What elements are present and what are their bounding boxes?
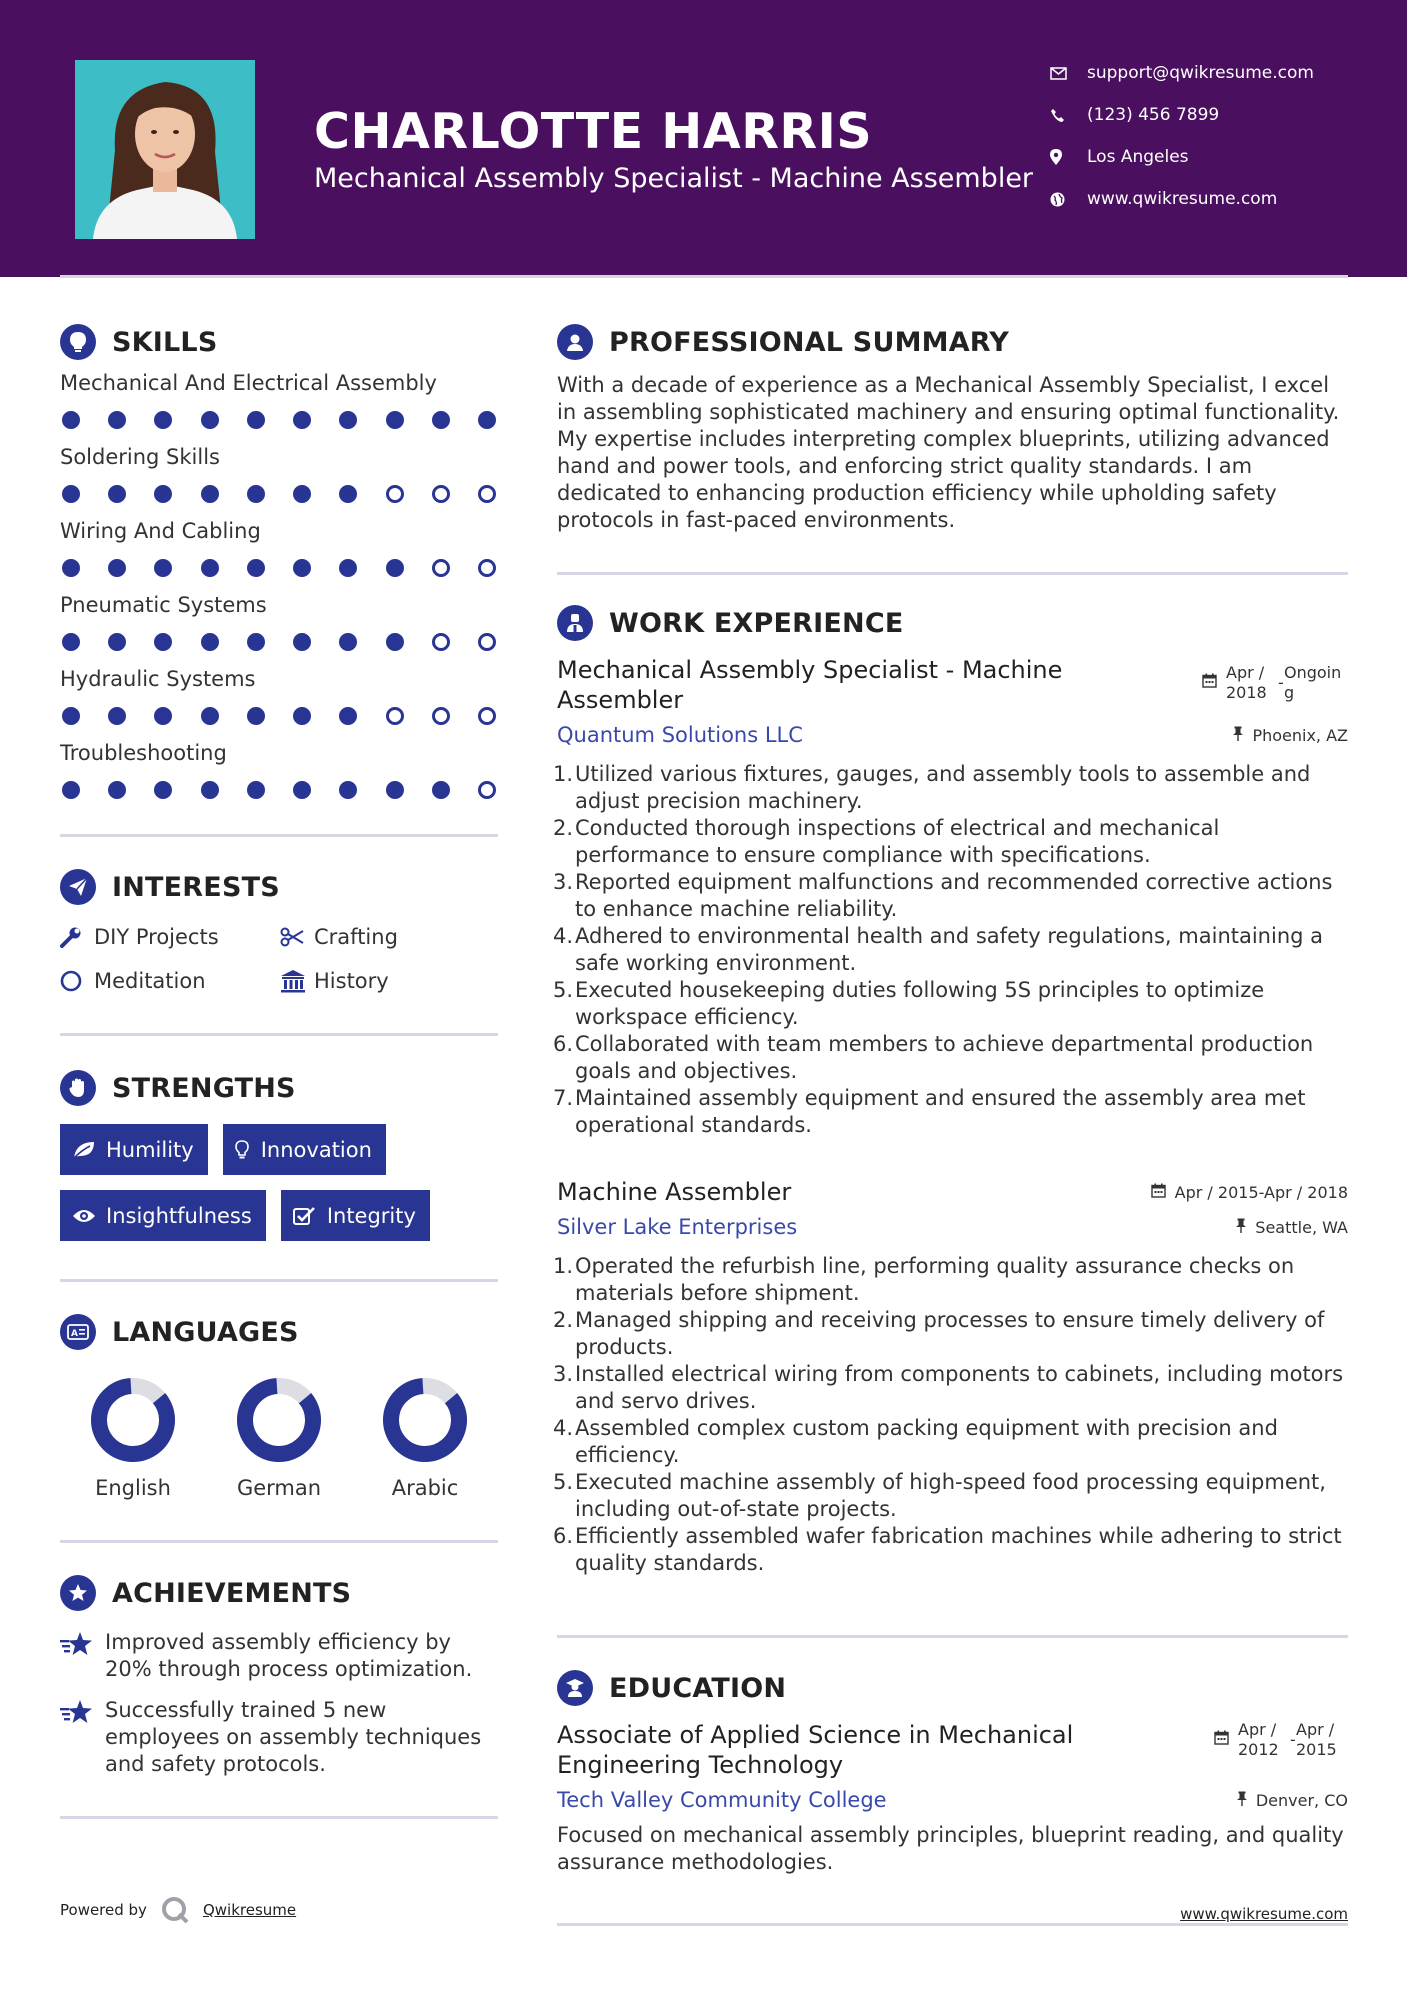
rating-dot	[154, 485, 172, 503]
achievements-heading: ACHIEVEMENTS	[60, 1571, 498, 1615]
rating-dot	[339, 633, 357, 651]
contact-email[interactable]: support@qwikresume.com	[1050, 52, 1314, 94]
skill-rating	[60, 546, 498, 590]
eye-icon	[72, 1208, 106, 1224]
language-label: English	[95, 1476, 171, 1500]
user-icon	[557, 324, 593, 360]
lightbulb-icon	[235, 1140, 261, 1160]
skills-heading: SKILLS	[60, 320, 498, 364]
education-entry	[557, 1720, 1348, 1876]
company-name: Silver Lake Enterprises	[557, 1215, 798, 1239]
rating-dot	[478, 485, 496, 503]
skill-rating	[60, 472, 498, 516]
calendar-icon	[1202, 663, 1226, 693]
rating-dot	[108, 707, 126, 725]
rating-dot	[154, 707, 172, 725]
education-heading: EDUCATION	[557, 1666, 1348, 1710]
rating-dot	[293, 411, 311, 429]
rating-dot	[339, 411, 357, 429]
job-entry	[557, 655, 1348, 1139]
rating-dot	[62, 559, 80, 577]
job-date: Apr / 2015-Apr / 2018	[1151, 1183, 1348, 1203]
strengths-list	[60, 1124, 498, 1241]
hand-icon	[60, 1070, 96, 1106]
interest-item: Crafting	[280, 921, 498, 953]
skill-rating	[60, 620, 498, 664]
rating-dot	[339, 707, 357, 725]
strength-chip: Integrity	[281, 1190, 430, 1241]
skill-name: Mechanical And Electrical Assembly	[60, 371, 437, 395]
rating-dot	[247, 707, 265, 725]
contact-phone[interactable]: (123) 456 7899	[1050, 94, 1314, 136]
rating-dot	[339, 559, 357, 577]
language-item	[352, 1376, 498, 1500]
phone-icon	[1050, 108, 1087, 123]
calendar-icon	[1214, 1720, 1238, 1750]
footer-divider	[557, 1923, 1348, 1926]
job-date: Apr / 2018 - Ongoing	[1202, 663, 1348, 703]
star-badge-icon	[60, 1575, 96, 1611]
summary-text: With a decade of experience as a Mechanical Assembly Specialist, I excel in assembling sophisticated machinery and ensuring optimal functionality. My expertise includes interpreting complex blueprints, utilizing advanced hand and power tools, and enforcing strict quality standards. I am dedicated to enhancing production efficiency while upholding safety protocols in fast-paced environments.	[557, 373, 1340, 532]
duty-item: Adhered to environmental health and safety regulations, maintaining a safe working environment.	[575, 924, 1324, 975]
contact-location: Los Angeles	[1050, 136, 1314, 178]
profile-photo	[75, 60, 255, 239]
svg-text:A: A	[71, 1329, 78, 1339]
museum-icon	[280, 969, 314, 993]
duties-list	[557, 761, 1348, 1139]
rating-dot	[201, 559, 219, 577]
rating-dot	[478, 559, 496, 577]
pushpin-icon	[1235, 1218, 1247, 1237]
company-name: Quantum Solutions LLC	[557, 723, 803, 747]
skills-list	[60, 368, 498, 812]
rating-dot	[432, 781, 450, 799]
section-divider	[557, 572, 1348, 575]
leaf-icon	[72, 1140, 106, 1160]
rating-dot	[478, 781, 496, 799]
rating-dot	[432, 485, 450, 503]
contact-website[interactable]: www.qwikresume.com	[1050, 178, 1314, 220]
rating-dot	[339, 485, 357, 503]
right-column	[557, 320, 1348, 1876]
graduate-icon	[557, 1670, 593, 1706]
paper-plane-icon	[60, 869, 96, 905]
duty-item: Executed machine assembly of high-speed food processing equipment, including out-of-state projects.	[575, 1470, 1326, 1521]
footer-website-link[interactable]: www.qwikresume.com	[1180, 1905, 1348, 1923]
candidate-name: CHARLOTTE HARRIS	[314, 103, 873, 160]
section-divider	[60, 1279, 498, 1282]
rating-dot	[432, 559, 450, 577]
duty-item: Conducted thorough inspections of electrical and mechanical performance to ensure compliance with specifications.	[575, 816, 1220, 867]
rating-dot	[201, 707, 219, 725]
rating-dot	[62, 633, 80, 651]
pushpin-icon	[1232, 726, 1244, 745]
contact-list	[1050, 52, 1314, 220]
skill-rating	[60, 768, 498, 812]
resume-header	[0, 0, 1407, 277]
language-donut	[381, 1376, 469, 1464]
languages-heading: A LANGUAGES	[60, 1310, 498, 1354]
rating-dot	[386, 633, 404, 651]
scissors-icon	[280, 927, 314, 947]
degree-name: Associate of Applied Science in Mechanical Engineering Technology	[557, 1721, 1074, 1779]
duty-item: Utilized various fixtures, gauges, and assembly tools to assemble and adjust precision machinery.	[575, 762, 1311, 813]
education-description: Focused on mechanical assembly principles, blueprint reading, and quality assurance methodologies.	[557, 1823, 1344, 1874]
school-location: Denver, CO	[1236, 1791, 1348, 1810]
duty-item: Collaborated with team members to achieve departmental production goals and objectives.	[575, 1032, 1314, 1083]
rating-dot	[247, 781, 265, 799]
duty-item: Maintained assembly equipment and ensured the assembly area met operational standards.	[575, 1086, 1306, 1137]
rating-dot	[62, 707, 80, 725]
language-card-icon	[60, 1314, 96, 1350]
rating-dot	[108, 485, 126, 503]
qwikresume-link[interactable]: Qwikresume	[202, 1901, 297, 1919]
rating-dot	[293, 781, 311, 799]
briefcase-user-icon	[557, 605, 593, 641]
section-divider	[60, 1540, 498, 1543]
languages-list	[60, 1376, 498, 1500]
check-square-icon	[293, 1206, 327, 1226]
rating-dot	[293, 633, 311, 651]
strength-chip: Insightfulness	[60, 1190, 266, 1241]
section-divider	[557, 1635, 1348, 1638]
rating-dot	[432, 707, 450, 725]
achievement-item: Successfully trained 5 new employees on assembly techniques and safety protocols.	[60, 1697, 498, 1778]
skill-rating	[60, 694, 498, 738]
qwikresume-logo-icon	[161, 1896, 189, 1924]
language-item	[60, 1376, 206, 1500]
rating-dot	[108, 411, 126, 429]
language-donut	[235, 1376, 323, 1464]
duty-item: Reported equipment malfunctions and recommended corrective actions to enhance machine reliability.	[575, 870, 1333, 921]
rating-dot	[339, 781, 357, 799]
language-item	[206, 1376, 352, 1500]
rating-dot	[247, 559, 265, 577]
pushpin-icon	[1236, 1791, 1248, 1810]
strength-chip: Innovation	[223, 1124, 386, 1175]
header-divider	[60, 275, 1348, 278]
experience-heading: WORK EXPERIENCE	[557, 601, 1348, 645]
rating-dot	[62, 781, 80, 799]
duty-item: Efficiently assembled wafer fabrication machines while adhering to strict quality standards.	[575, 1524, 1342, 1575]
rating-dot	[478, 707, 496, 725]
wrench-icon	[60, 926, 94, 948]
rating-dot	[154, 633, 172, 651]
rating-dot	[154, 411, 172, 429]
skill-rating	[60, 398, 498, 442]
rating-dot	[108, 559, 126, 577]
calendar-icon	[1151, 1183, 1175, 1203]
rating-dot	[201, 781, 219, 799]
rating-dot	[293, 559, 311, 577]
language-donut	[89, 1376, 177, 1464]
skill-name: Pneumatic Systems	[60, 593, 267, 617]
rating-dot	[62, 411, 80, 429]
job-role: Mechanical Assembly Specialist - Machine Assembler	[557, 656, 1063, 714]
summary-heading: PROFESSIONAL SUMMARY	[557, 320, 1348, 364]
strength-chip: Humility	[60, 1124, 208, 1175]
job-location: Phoenix, AZ	[1232, 726, 1348, 745]
star-icon	[60, 1629, 105, 1683]
rating-dot	[201, 485, 219, 503]
interest-item: Meditation	[60, 965, 280, 997]
skill-name: Hydraulic Systems	[60, 667, 256, 691]
duty-item: Executed housekeeping duties following 5S principles to optimize workspace efficiency.	[575, 978, 1265, 1029]
duty-item: Managed shipping and receiving processes to ensure timely delivery of products.	[575, 1308, 1325, 1359]
star-icon	[60, 1697, 105, 1778]
powered-by: Powered by Qwikresume	[60, 1896, 296, 1924]
rating-dot	[386, 559, 404, 577]
envelope-icon	[1050, 67, 1087, 80]
globe-icon	[1050, 192, 1087, 207]
duty-item: Installed electrical wiring from components to cabinets, including motors and servo drives.	[575, 1362, 1344, 1413]
rating-dot	[247, 633, 265, 651]
job-location: Seattle, WA	[1235, 1218, 1348, 1237]
rating-dot	[432, 633, 450, 651]
job-role: Machine Assembler	[557, 1178, 792, 1206]
duty-item: Assembled complex custom packing equipment with precision and efficiency.	[575, 1416, 1278, 1467]
rating-dot	[62, 485, 80, 503]
skill-name: Soldering Skills	[60, 445, 220, 469]
job-entry	[557, 1177, 1348, 1577]
language-label: Arabic	[391, 1476, 459, 1500]
rating-dot	[386, 411, 404, 429]
rating-dot	[293, 707, 311, 725]
rating-dot	[386, 781, 404, 799]
lightbulb-icon	[60, 324, 96, 360]
skill-name: Troubleshooting	[60, 741, 227, 765]
school-name: Tech Valley Community College	[557, 1788, 887, 1812]
rating-dot	[293, 485, 311, 503]
rating-dot	[201, 633, 219, 651]
candidate-title: Mechanical Assembly Specialist - Machine Assembler	[314, 163, 1034, 194]
interest-item: DIY Projects	[60, 921, 280, 953]
rating-dot	[247, 411, 265, 429]
rating-dot	[478, 411, 496, 429]
strengths-heading: STRENGTHS	[60, 1066, 498, 1110]
circle-icon	[60, 970, 94, 992]
rating-dot	[108, 633, 126, 651]
rating-dot	[432, 411, 450, 429]
rating-dot	[247, 485, 265, 503]
location-pin-icon	[1050, 149, 1087, 165]
section-divider	[60, 1816, 498, 1819]
rating-dot	[478, 633, 496, 651]
rating-dot	[386, 707, 404, 725]
section-divider	[60, 1033, 498, 1036]
interest-item: History	[280, 965, 498, 997]
rating-dot	[201, 411, 219, 429]
interests-list	[60, 921, 498, 997]
interests-heading: INTERESTS	[60, 865, 498, 909]
rating-dot	[154, 559, 172, 577]
language-label: German	[236, 1476, 322, 1500]
left-column	[60, 320, 498, 1819]
duty-item: Operated the refurbish line, performing quality assurance checks on materials before shipment.	[575, 1254, 1295, 1305]
rating-dot	[154, 781, 172, 799]
duties-list	[557, 1253, 1348, 1577]
rating-dot	[386, 485, 404, 503]
skill-name: Wiring And Cabling	[60, 519, 261, 543]
section-divider	[60, 834, 498, 837]
education-date: Apr / 2012 - Apr / 2015	[1214, 1720, 1348, 1760]
achievement-item: Improved assembly efficiency by 20% through process optimization.	[60, 1629, 498, 1683]
rating-dot	[108, 781, 126, 799]
